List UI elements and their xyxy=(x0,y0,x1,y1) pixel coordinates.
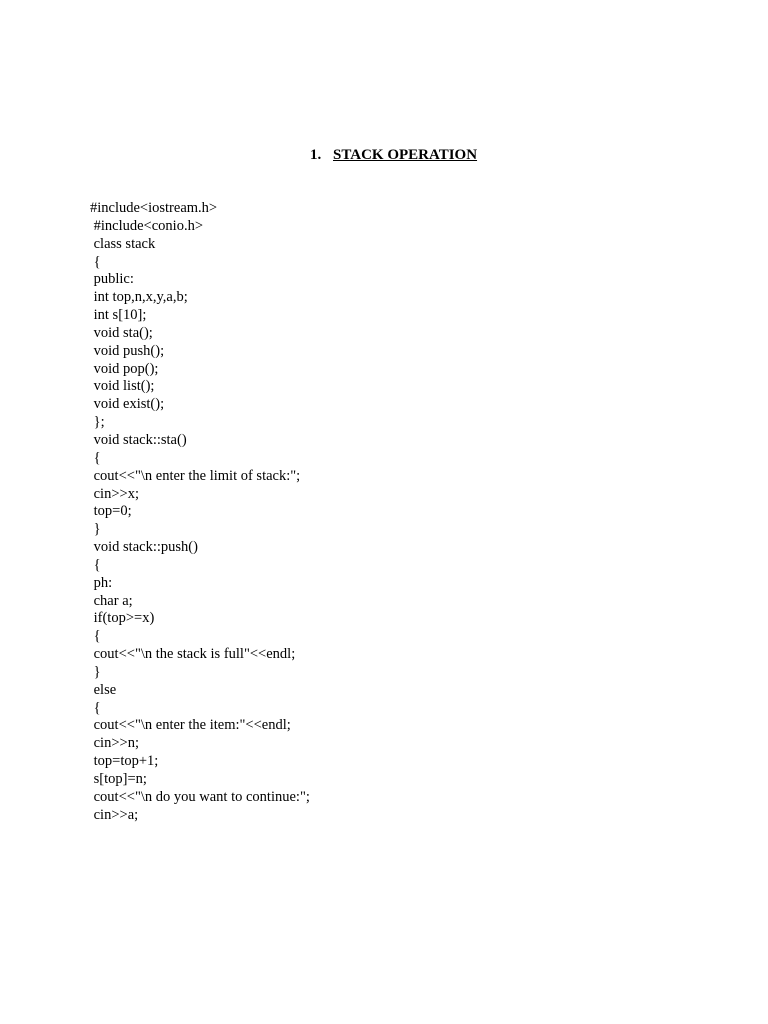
code-line: if(top>=x) xyxy=(90,610,155,627)
section-heading xyxy=(310,145,477,165)
code-line: cin>>n; xyxy=(90,735,139,752)
code-line: { xyxy=(90,449,101,466)
code-line: s[top]=n; xyxy=(90,771,147,787)
code-line: void sta(); xyxy=(90,324,153,341)
code-line: void stack::sta() xyxy=(90,431,187,448)
code-line: top=top+1; xyxy=(90,753,159,770)
code-line: { xyxy=(90,699,101,716)
code-line: { xyxy=(90,556,101,573)
code-line: void exist(); xyxy=(90,396,165,413)
code-line: { xyxy=(90,253,101,270)
code-line: #include<conio.h> xyxy=(90,217,203,234)
code-listing xyxy=(90,200,310,825)
code-line: char a; xyxy=(90,592,133,609)
code-line: cout<<"\n enter the limit of stack:"; xyxy=(90,467,301,484)
code-line: else xyxy=(90,681,117,698)
code-line: void list(); xyxy=(90,378,155,395)
code-line: top=0; xyxy=(90,503,132,520)
code-line: int s[10]; xyxy=(90,307,147,324)
code-line: ph: xyxy=(90,574,113,591)
section-title: STACK OPERATION xyxy=(333,147,478,163)
code-line: { xyxy=(90,628,101,645)
code-line: cin>>x; xyxy=(90,485,139,502)
code-line: public: xyxy=(90,271,134,288)
code-line: int top,n,x,y,a,b; xyxy=(90,289,188,306)
code-line: } xyxy=(90,521,101,538)
code-line: #include<iostream.h> xyxy=(90,200,218,216)
code-line: }; xyxy=(90,414,105,431)
code-line: cout<<"\n the stack is full"<<endl; xyxy=(90,646,296,663)
code-line: cin>>a; xyxy=(90,806,139,823)
code-line: cout<<"\n do you want to continue:"; xyxy=(90,788,310,805)
code-line: void push(); xyxy=(90,342,165,359)
code-line: cout<<"\n enter the item:"<<endl; xyxy=(90,717,291,734)
code-line: void pop(); xyxy=(90,360,159,377)
section-number: 1. xyxy=(310,147,322,163)
code-line: void stack::push() xyxy=(90,539,198,556)
code-line: } xyxy=(90,663,101,680)
code-line: class stack xyxy=(90,235,156,252)
